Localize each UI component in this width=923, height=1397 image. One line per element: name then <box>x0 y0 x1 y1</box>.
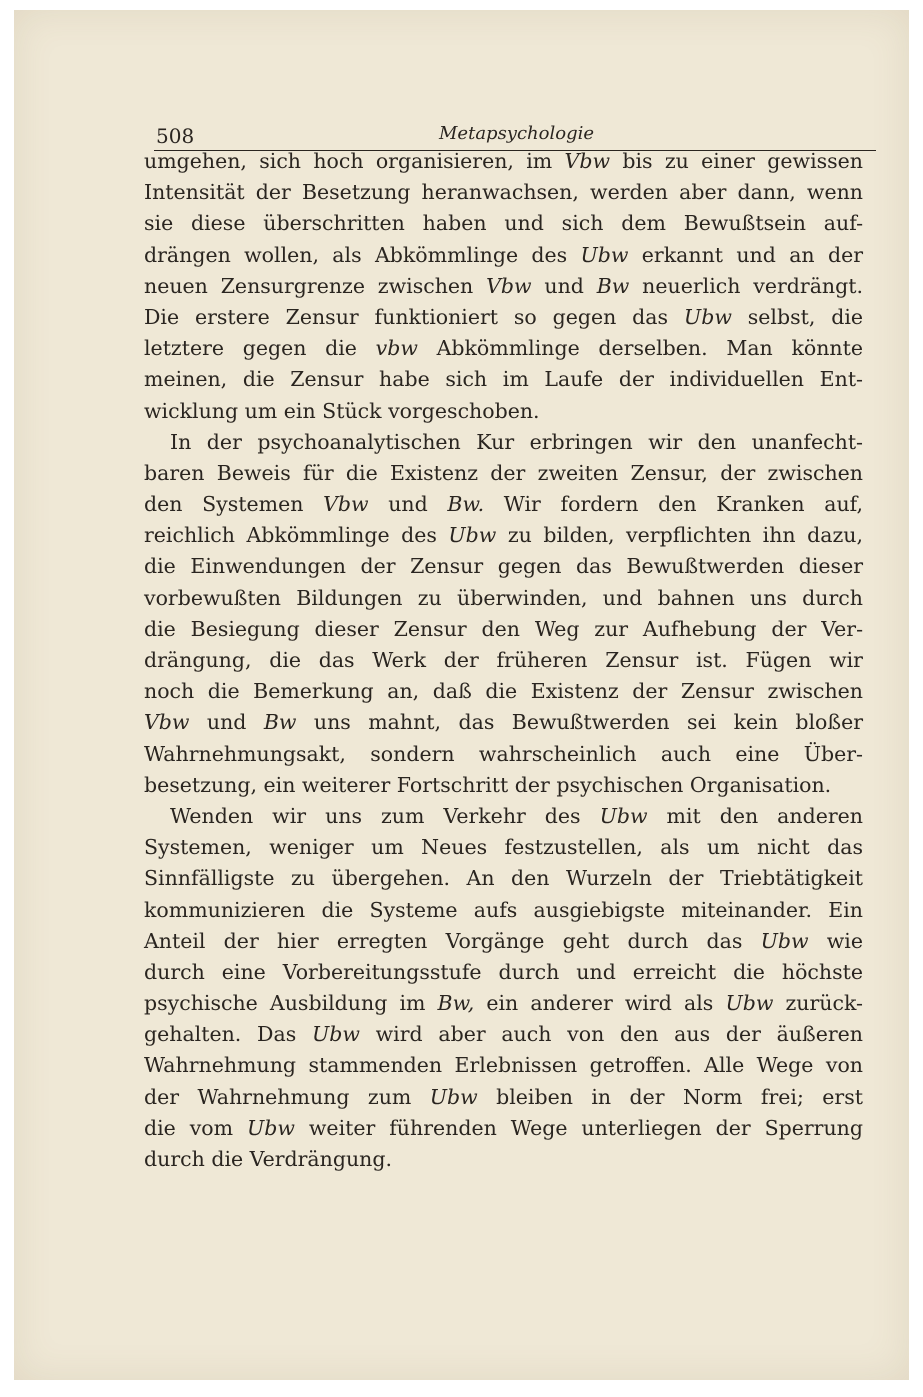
text-segment: mit den anderen <box>647 803 863 828</box>
text-segment: letztere gegen die <box>144 336 376 361</box>
italic-term: Bw, <box>437 991 475 1016</box>
italic-term: Ubw <box>247 1115 295 1140</box>
text-line <box>144 364 863 395</box>
text-segment: neuen Zensurgrenze zwischen <box>144 273 487 298</box>
body-text <box>144 146 863 1175</box>
text-line <box>144 458 863 489</box>
text-segment: Wahrnehmungsakt, sondern wahrscheinlich auch eine Über- <box>144 741 863 766</box>
text-segment: und <box>368 492 448 517</box>
text-segment: die Besiegung dieser Zensur den Weg zur Aufhebung der Ver- <box>144 616 863 641</box>
italic-term: Bw. <box>447 492 485 517</box>
text-line <box>144 1082 863 1113</box>
italic-term: Ubw <box>311 1022 360 1047</box>
text-segment: selbst, die <box>731 304 864 329</box>
text-line <box>144 333 863 364</box>
text-segment: Die erstere Zensur funktioniert so gegen das <box>144 304 684 329</box>
text-segment: Sinnfälligste zu übergehen. An den Wurzeln der Triebtätigkeit <box>144 866 863 891</box>
text-line <box>144 583 863 614</box>
text-segment: reichlich Abkömmlinge des <box>144 523 449 548</box>
running-title: Metapsychologie <box>439 123 595 144</box>
text-line <box>144 1019 863 1050</box>
text-segment: ein anderer wird als <box>474 991 726 1016</box>
text-line <box>144 676 863 707</box>
text-line <box>144 1050 863 1081</box>
text-segment: besetzung, ein weiterer Fortschritt der psychischen Organisation. <box>144 772 832 797</box>
text-segment: durch eine Vorbereitungsstufe durch und erreicht die höchste <box>144 959 863 984</box>
text-line <box>144 427 863 458</box>
text-segment: erkannt und an der <box>628 242 864 267</box>
italic-term: Ubw <box>725 991 774 1016</box>
italic-term: Vbw <box>564 149 611 173</box>
text-segment: Systemen, weniger um Neues festzustellen, als um nicht das <box>144 835 863 860</box>
page-number: 508 <box>156 124 195 148</box>
text-line <box>144 863 863 894</box>
italic-term: Ubw <box>429 1084 478 1109</box>
text-segment: die Einwendungen der Zensur gegen das Bewußtwerden dieser <box>144 554 863 579</box>
text-segment: bleiben in der Norm frei; erst <box>477 1084 863 1109</box>
text-segment: drängen wollen, als Abkömmlinge des <box>144 242 581 267</box>
text-line <box>144 208 863 239</box>
text-line <box>144 895 863 926</box>
italic-term: Vbw <box>323 492 369 517</box>
text-line <box>144 614 863 645</box>
text-line <box>144 957 863 988</box>
text-line <box>144 1113 863 1144</box>
italic-term: Ubw <box>580 242 629 267</box>
text-segment: meinen, die Zensur habe sich im Laufe der individuellen Ent- <box>144 367 863 392</box>
text-line <box>144 302 863 333</box>
italic-term: vbw <box>375 336 418 361</box>
text-line <box>144 271 863 302</box>
italic-term: Ubw <box>448 523 497 548</box>
text-segment: und <box>189 710 264 735</box>
text-line <box>144 707 863 738</box>
text-line <box>144 1144 863 1175</box>
text-segment: zu bilden, verpflichten ihn dazu, <box>496 523 863 548</box>
text-line <box>144 489 863 520</box>
text-segment: vorbewußten Bildungen zu überwinden, und bahnen uns durch <box>144 585 863 610</box>
text-segment: umgehen, sich hoch organisieren, im <box>144 149 565 173</box>
italic-term: Bw <box>263 710 297 735</box>
text-segment: wie <box>808 928 863 953</box>
text-segment: die vom <box>144 1115 248 1140</box>
text-line <box>144 832 863 863</box>
text-segment: psychische Ausbildung im <box>144 991 438 1016</box>
text-segment: weiter führenden Wege unterliegen der Sperrung <box>294 1115 863 1140</box>
italic-term: Bw <box>596 273 630 298</box>
text-segment: bis zu einer gewissen <box>610 149 863 173</box>
text-segment: Abkömmlinge derselben. Man könnte <box>417 336 863 361</box>
text-segment: gehalten. Das <box>144 1022 312 1047</box>
italic-term: Vbw <box>144 710 190 735</box>
text-line <box>144 770 863 801</box>
text-segment: drängung, die das Werk der früheren Zensur ist. Fügen wir <box>144 648 863 672</box>
text-segment: baren Beweis für die Existenz der zweiten Zensur, der zwischen <box>144 460 863 485</box>
italic-term: Ubw <box>683 304 732 329</box>
text-segment: kommunizieren die Systeme aufs ausgiebigste miteinander. Ein <box>144 897 863 922</box>
text-line <box>144 177 863 208</box>
text-segment: der Wahrnehmung zum <box>144 1084 430 1109</box>
text-segment: Intensität der Besetzung heranwachsen, werden aber dann, wenn <box>144 180 863 205</box>
text-segment: und <box>531 273 597 298</box>
text-segment: Anteil der hier erregten Vorgänge geht durch das <box>144 928 761 953</box>
text-segment: Wahrnehmung stammenden Erlebnissen getroffen. Alle Wege von <box>144 1053 863 1078</box>
text-line <box>144 801 863 832</box>
italic-term: Ubw <box>760 928 809 953</box>
text-segment: In der psychoanalytischen Kur erbringen wir den unanfecht- <box>170 429 863 454</box>
text-segment: neuerlich verdrängt. <box>629 273 864 298</box>
text-line <box>144 240 863 271</box>
text-line <box>144 988 863 1019</box>
text-segment: wird aber auch von den aus der äußeren <box>359 1022 863 1047</box>
text-segment: noch die Bemerkung an, daß die Existenz der Zensur zwischen <box>144 679 863 704</box>
text-segment: wicklung um ein Stück vorgeschoben. <box>144 398 540 423</box>
text-line <box>144 739 863 770</box>
text-line <box>144 396 863 427</box>
text-line <box>144 520 863 551</box>
italic-term: Ubw <box>599 803 648 828</box>
text-segment: zurück- <box>773 991 863 1016</box>
text-line <box>144 926 863 957</box>
italic-term: Vbw <box>486 273 532 298</box>
text-line <box>144 645 863 676</box>
text-segment: uns mahnt, das Bewußtwerden sei kein bloßer <box>296 710 863 735</box>
text-segment: Wir fordern den Kranken auf, <box>484 492 864 517</box>
text-segment: durch die Verdrängung. <box>144 1147 393 1171</box>
text-line <box>144 551 863 582</box>
text-line <box>144 146 863 177</box>
text-segment: sie diese überschritten haben und sich dem Bewußtsein auf- <box>144 211 863 236</box>
text-segment: Wenden wir uns zum Verkehr des <box>170 803 600 828</box>
text-segment: den Systemen <box>144 492 324 517</box>
